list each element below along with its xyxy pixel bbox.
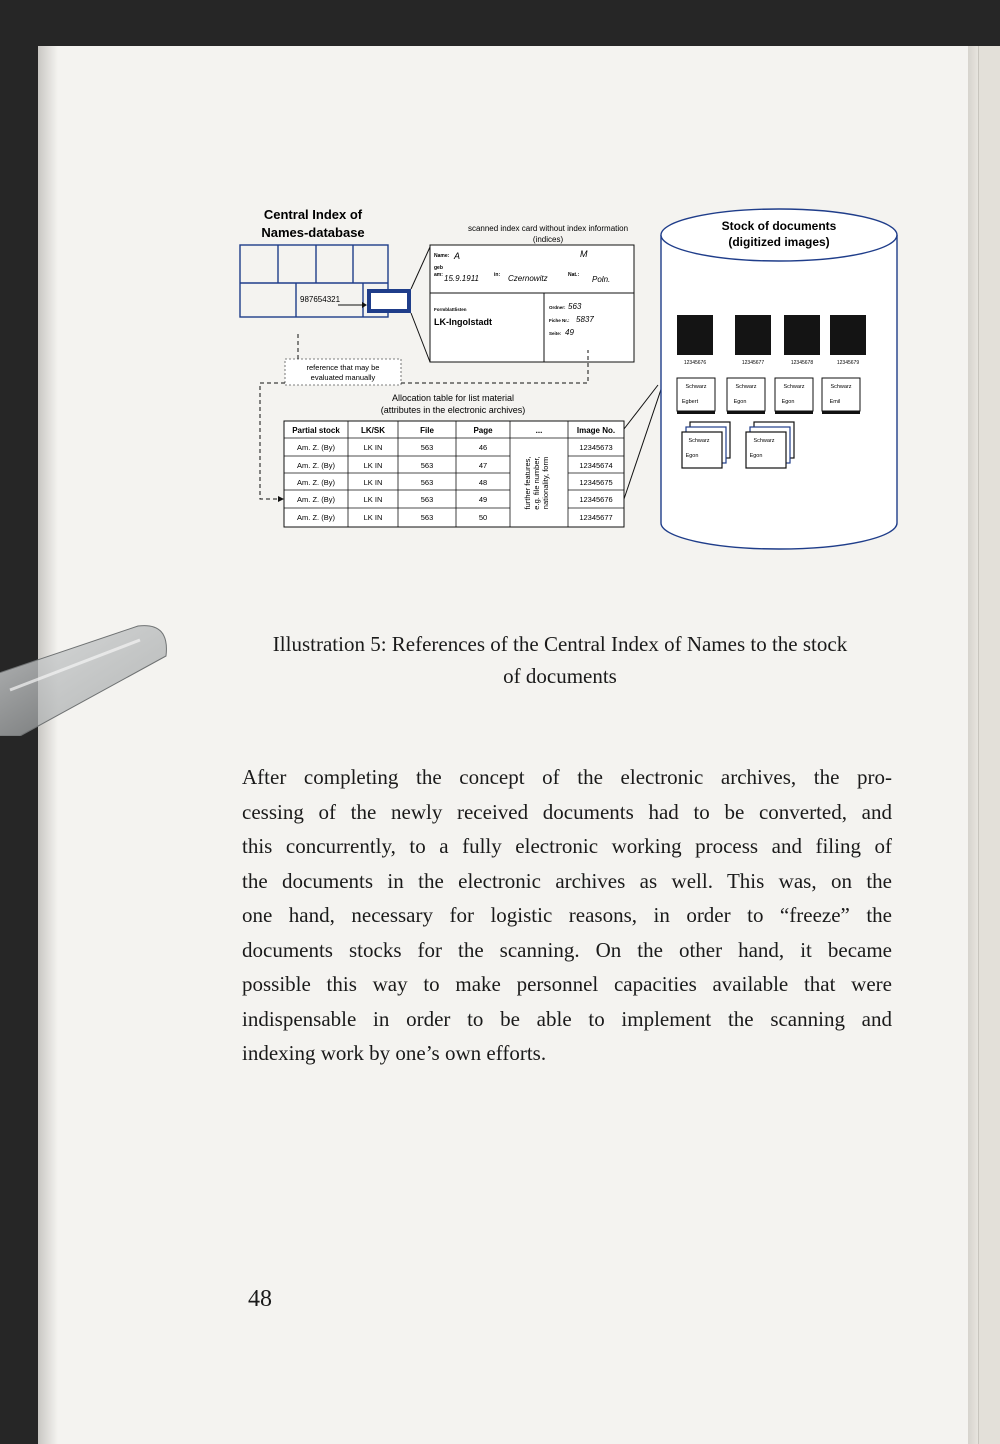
table-cell: 12345677: [579, 513, 613, 522]
table-cell: 563: [420, 513, 434, 522]
scanned-label-line1: scanned index card without index information: [467, 224, 629, 233]
table-vertical-line3: nationality, form: [541, 456, 550, 510]
table-cell: 12345673: [579, 443, 613, 452]
zoom-line: [411, 247, 430, 289]
reference-line1: reference that may be: [306, 363, 380, 372]
body-paragraph: [242, 760, 892, 1071]
image-number: 12345679: [836, 360, 860, 366]
card-given: Egbert: [681, 399, 699, 405]
table-vertical-line2: e.g. file number,: [532, 456, 541, 510]
paragraph-line: documents stocks for the scanning. On the other hand, it became: [242, 937, 892, 962]
card-given: Emil: [829, 399, 841, 405]
card-fiche-value: 5837: [576, 315, 594, 324]
card-given-value: M: [580, 249, 588, 259]
table-header-partial-stock: Partial stock: [292, 426, 340, 435]
table-cell: LK IN: [363, 478, 383, 487]
table-header-file: File: [420, 426, 434, 435]
cin-title-line1: Central Index of: [263, 207, 363, 222]
page-number: 48: [248, 1286, 272, 1312]
stock-line2: (digitized images): [728, 235, 830, 249]
card-surname: Schwarz: [735, 384, 757, 390]
card-nat-label: Nat.:: [568, 272, 580, 278]
paragraph-line: cessing of the newly received documents had to be converted, and: [242, 799, 892, 824]
stack-card-given: Egon: [749, 453, 763, 459]
image-number: 12345676: [683, 360, 707, 366]
paragraph-line: indexing work by one’s own efforts.: [242, 1041, 547, 1065]
scanned-label-line2: (indices): [532, 235, 564, 244]
image-thumbnail: [784, 315, 820, 355]
table-cell: 563: [420, 443, 434, 452]
paragraph-line: this concurrently, to a fully electronic working process and filing of: [242, 834, 892, 858]
transparent-ruler: [0, 616, 190, 736]
caption-line2: of documents: [503, 664, 617, 688]
table-cell: 12345676: [579, 495, 613, 504]
table-header-more: ...: [535, 426, 543, 435]
card-nat-value: Poln.: [592, 275, 611, 284]
reference-dashed-path: [260, 383, 285, 499]
cin-id: 987654321: [300, 295, 341, 304]
reference-arrowhead: [278, 496, 284, 502]
stack-card-surname: Schwarz: [688, 438, 710, 444]
stack-card-given: Egon: [685, 453, 699, 459]
cin-database-grid: [240, 245, 388, 317]
card-seite-value: 49: [565, 328, 574, 337]
card-seite-label: Seite:: [549, 331, 562, 336]
card-name-value: A: [454, 251, 461, 261]
table-cell: Am. Z. (By): [297, 513, 335, 522]
card-surname: Schwarz: [783, 384, 805, 390]
image-number: 12345677: [741, 360, 765, 366]
card-surname: Schwarz: [685, 384, 707, 390]
image-thumbnail: [677, 315, 713, 355]
image-thumbnail: [735, 315, 771, 355]
card-lk-value: LK-Ingolstadt: [434, 317, 492, 327]
table-cell: Am. Z. (By): [297, 461, 335, 470]
card-am-label: am:: [434, 272, 443, 278]
table-cell: 48: [478, 478, 488, 487]
paragraph-line: one hand, necessary for logistic reasons, in order to “freeze” the: [242, 903, 892, 927]
caption-line1: Illustration 5: References of the Central Index of Names to the stock: [272, 632, 848, 656]
card-given: Egon: [781, 399, 795, 405]
table-cell: 563: [420, 495, 434, 504]
zoom-line: [411, 313, 430, 362]
card-ordner-label: Ordner:: [549, 305, 566, 310]
table-cell: 49: [478, 495, 488, 504]
paragraph-line: the documents in the electronic archives as well. This was, on the: [242, 868, 892, 893]
page-gutter-shadow: [38, 46, 58, 1444]
cin-title-line2: Names-database: [261, 225, 365, 240]
table-cell: 12345674: [579, 461, 613, 470]
table-cell: LK IN: [363, 461, 383, 470]
illustration-figure: [238, 205, 898, 550]
table-header-lksk: LK/SK: [361, 426, 385, 435]
card-fiche-label: Fiche Nr.:: [549, 318, 570, 323]
card-place-value: Czernowitz: [508, 274, 548, 283]
card-surname: Schwarz: [830, 384, 852, 390]
table-cell: LK IN: [363, 495, 383, 504]
stock-line1: Stock of documents: [721, 219, 837, 233]
stack-card-surname: Schwarz: [753, 438, 775, 444]
table-cell: 47: [478, 461, 488, 470]
table-cell: Am. Z. (By): [297, 443, 335, 452]
table-cell: Am. Z. (By): [297, 495, 335, 504]
image-thumbnail: [830, 315, 866, 355]
table-vertical-line1: further features,: [523, 456, 532, 510]
allocation-line1: Allocation table for list material: [391, 393, 515, 403]
table-cell: 50: [478, 513, 488, 522]
next-page-edge: [978, 46, 1000, 1444]
paragraph-line: indispensable in order to be able to implement the scanning and: [242, 1006, 892, 1031]
image-number: 12345678: [790, 360, 814, 366]
allocation-table: [284, 421, 624, 527]
card-in-label: in:: [494, 272, 501, 278]
table-cell: 46: [478, 443, 488, 452]
table-header-image-no: Image No.: [576, 426, 616, 435]
cin-arrowhead: [362, 302, 367, 308]
paragraph-line: After completing the concept of the electronic archives, the pro-: [242, 765, 892, 789]
index-card-thumbnail-inner: [371, 293, 407, 309]
table-cell: LK IN: [363, 513, 383, 522]
table-cell: Am. Z. (By): [297, 478, 335, 487]
table-cell: LK IN: [363, 443, 383, 452]
card-ordner-value: 563: [568, 302, 582, 311]
figure-caption: [210, 628, 910, 692]
card-form-label: Formblattlisten: [434, 307, 467, 312]
card-name-label: Name:: [434, 253, 450, 259]
table-to-stock-line: [624, 385, 658, 429]
card-date-value: 15.9.1911: [444, 274, 479, 283]
paragraph-line: possible this way to make personnel capacities available that were: [242, 972, 892, 996]
reference-line2: evaluated manually: [310, 373, 376, 382]
table-cell: 12345675: [579, 478, 613, 487]
table-cell: 563: [420, 461, 434, 470]
table-cell: 563: [420, 478, 434, 487]
scanned-index-card: [430, 245, 634, 362]
table-header-page: Page: [473, 426, 493, 435]
card-geb-label: geb: [434, 265, 443, 271]
card-given: Egon: [733, 399, 747, 405]
allocation-line2: (attributes in the electronic archives): [380, 405, 526, 415]
